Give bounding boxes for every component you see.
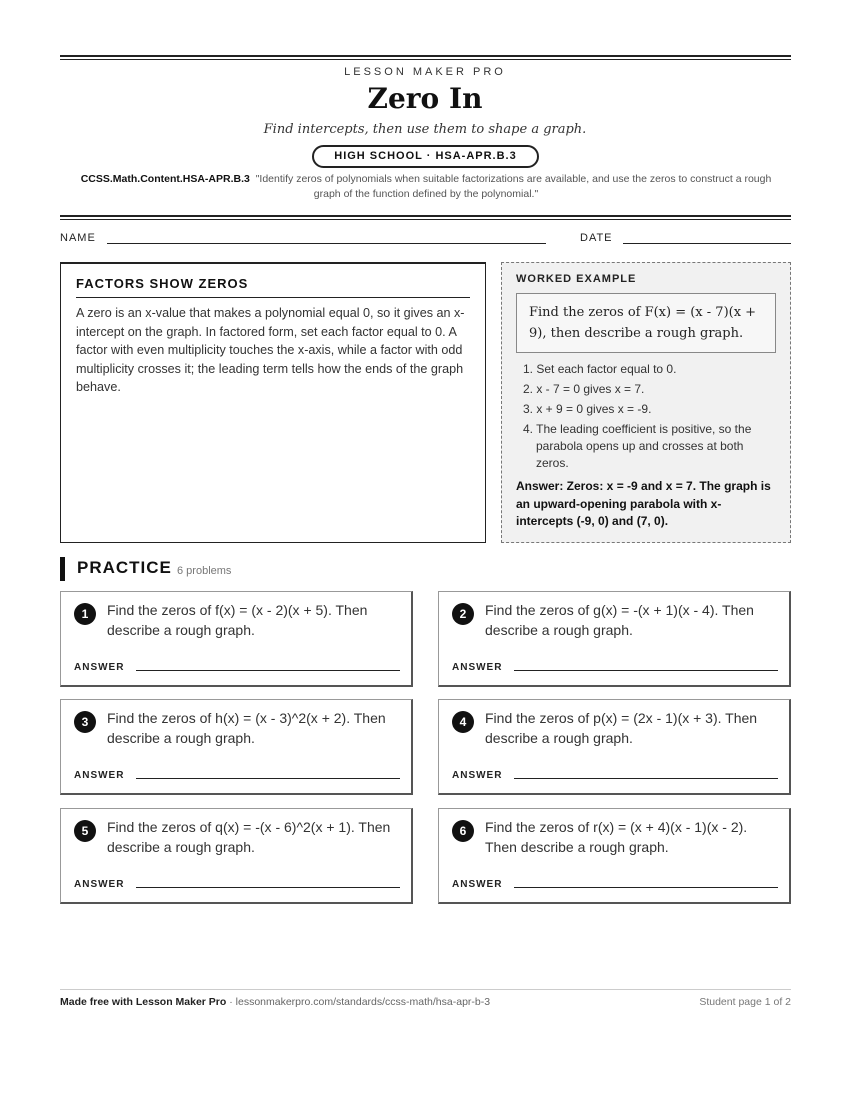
problem-text: Find the zeros of h(x) = (x - 3)^2(x + 2). Then describe a rough graph. <box>107 710 386 746</box>
problem-text: Find the zeros of q(x) = -(x - 6)^2(x + 1). Then describe a rough graph. <box>107 819 391 855</box>
problem-card-5 <box>60 808 413 904</box>
practice-heading: PRACTICE <box>77 558 172 577</box>
problem-card-1 <box>60 591 413 687</box>
answer-label: ANSWER <box>452 879 503 890</box>
answer-label: ANSWER <box>74 770 125 781</box>
name-field-line[interactable] <box>107 243 546 244</box>
answer-line[interactable] <box>514 778 778 779</box>
page-title: Zero In <box>367 82 483 115</box>
worked-step: 1. Set each factor equal to 0. <box>523 362 677 376</box>
answer-label: ANSWER <box>452 662 503 673</box>
problem-text: Find the zeros of p(x) = (2x - 1)(x + 3). Then describe a rough graph. <box>485 710 758 746</box>
page-subtitle: Find intercepts, then use them to shape a graph. <box>263 122 587 137</box>
footer-credit <box>60 996 490 1008</box>
footer-url[interactable]: · lessonmakerpro.com/standards/ccss-math/hsa-apr-b-3 <box>226 996 491 1008</box>
worked-example-heading: WORKED EXAMPLE <box>516 273 637 285</box>
brand-name: LESSON MAKER PRO <box>344 66 506 78</box>
worked-step: 2. x - 7 = 0 gives x = 7. <box>523 382 645 396</box>
header-double-rule <box>60 215 791 220</box>
problem-card-4 <box>438 699 791 795</box>
problem-card-3 <box>60 699 413 795</box>
worked-example-box <box>501 262 791 543</box>
problem-number: 3 <box>74 711 96 733</box>
worked-example-problem: Find the zeros of F(x) = (x - 7)(x + 9), then describe a rough graph. <box>516 293 776 353</box>
concept-body: A zero is an x-value that makes a polynomial equal 0, so it gives an x-intercept on the graph. In factored form, set each factor equal to 0. A factor with even multiplicity touches the x-axis, while a factor with odd multiplicity crosses it; the leading term tells how the ends of the graph behave. <box>76 306 465 394</box>
answer-line[interactable] <box>514 670 778 671</box>
answer-label: ANSWER <box>74 879 125 890</box>
concept-heading: FACTORS SHOW ZEROS <box>76 276 470 298</box>
problem-number: 4 <box>452 711 474 733</box>
concept-box <box>60 262 486 543</box>
problem-card-6 <box>438 808 791 904</box>
grade-standard-badge: HIGH SCHOOL · HSA-APR.B.3 <box>312 145 539 168</box>
answer-line[interactable] <box>136 778 400 779</box>
standard-code: CCSS.Math.Content.HSA-APR.B.3 <box>80 173 250 185</box>
answer-label: ANSWER <box>452 770 503 781</box>
problem-text: Find the zeros of g(x) = -(x + 1)(x - 4). Then describe a rough graph. <box>485 602 754 638</box>
footer-made-with: Made free with Lesson Maker Pro <box>60 996 227 1008</box>
worked-example-answer: Answer: Zeros: x = -9 and x = 7. The graph is an upward-opening parabola with x-intercepts (-9, 0) and (7, 0). <box>516 479 771 528</box>
standard-description <box>66 172 786 202</box>
worked-example-steps <box>516 361 776 472</box>
top-double-rule <box>60 55 791 60</box>
worked-step: 3. x + 9 = 0 gives x = -9. <box>523 402 652 416</box>
answer-line[interactable] <box>136 887 400 888</box>
date-label: DATE <box>580 232 613 244</box>
problem-number: 2 <box>452 603 474 625</box>
practice-count: 6 problems <box>177 565 232 577</box>
answer-label: ANSWER <box>74 662 125 673</box>
problem-card-2 <box>438 591 791 687</box>
answer-line[interactable] <box>514 887 778 888</box>
problem-number: 5 <box>74 820 96 842</box>
problem-number: 6 <box>452 820 474 842</box>
worked-step: 4. The leading coefficient is positive, so the parabola opens up and crosses at both zeros. <box>523 422 752 470</box>
problem-text: Find the zeros of r(x) = (x + 4)(x - 1)(x - 2). Then describe a rough graph. <box>485 819 748 855</box>
date-field-line[interactable] <box>623 243 791 244</box>
problem-text: Find the zeros of f(x) = (x - 2)(x + 5). Then describe a rough graph. <box>107 602 368 638</box>
problem-number: 1 <box>74 603 96 625</box>
name-label: NAME <box>60 232 96 244</box>
footer-page-number: Student page 1 of 2 <box>699 996 791 1008</box>
practice-accent-bar <box>60 557 65 581</box>
answer-line[interactable] <box>136 670 400 671</box>
footer-rule <box>60 989 791 990</box>
standard-text: "Identify zeros of polynomials when suitable factorizations are available, and use the zeros to construct a rough graph of the function defined by the polynomial." <box>255 173 772 200</box>
